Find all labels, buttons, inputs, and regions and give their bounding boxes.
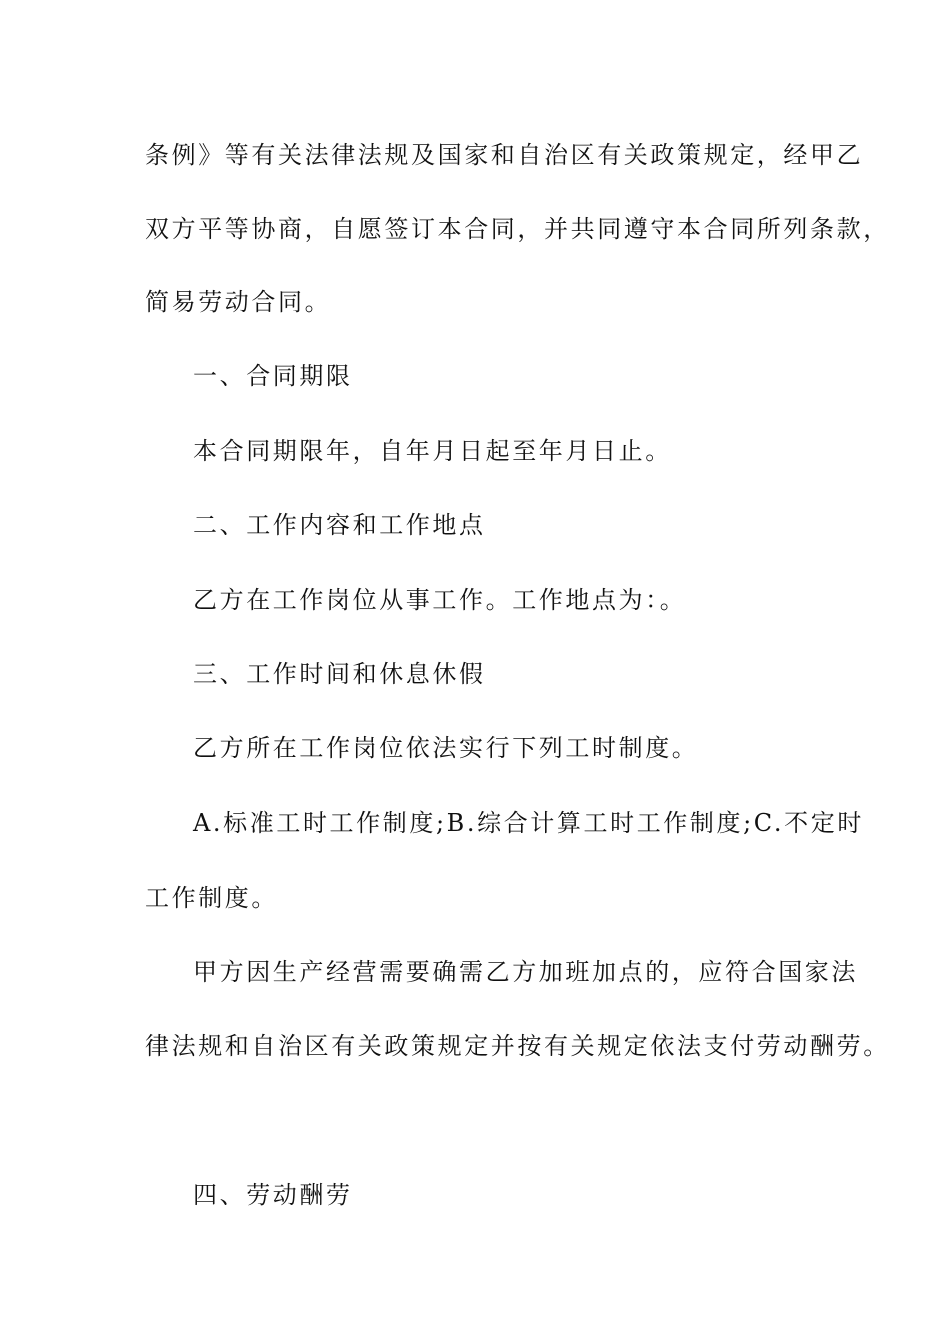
paragraph-line: 简易劳动合同。 bbox=[145, 288, 332, 316]
section-heading: 一、合同期限 bbox=[193, 362, 353, 390]
paragraph-line: 甲方因生产经营需要确需乙方加班加点的，应符合国家法 bbox=[193, 958, 858, 986]
paragraph-line: 双方平等协商，自愿签订本合同，并共同遵守本合同所列条款， bbox=[145, 215, 890, 243]
paragraph-line: 乙方在工作岗位从事工作。工作地点为：。 bbox=[193, 586, 687, 614]
paragraph-line: 本合同期限年，自年月日起至年月日止。 bbox=[193, 437, 672, 465]
section-heading: 二、工作内容和工作地点 bbox=[193, 511, 486, 539]
section-heading: 三、工作时间和休息休假 bbox=[193, 660, 486, 688]
paragraph-line: 条例》等有关法律法规及国家和自治区有关政策规定，经甲乙 bbox=[145, 141, 864, 169]
paragraph-line: A.标准工时工作制度;B.综合计算工时工作制度;C.不定时 bbox=[193, 809, 864, 837]
paragraph-line: 律法规和自治区有关政策规定并按有关规定依法支付劳动酬劳。 bbox=[145, 1032, 890, 1060]
section-heading: 四、劳动酬劳 bbox=[193, 1181, 353, 1209]
paragraph-line: 乙方所在工作岗位依法实行下列工时制度。 bbox=[193, 734, 699, 762]
paragraph-line: 工作制度。 bbox=[145, 884, 278, 912]
